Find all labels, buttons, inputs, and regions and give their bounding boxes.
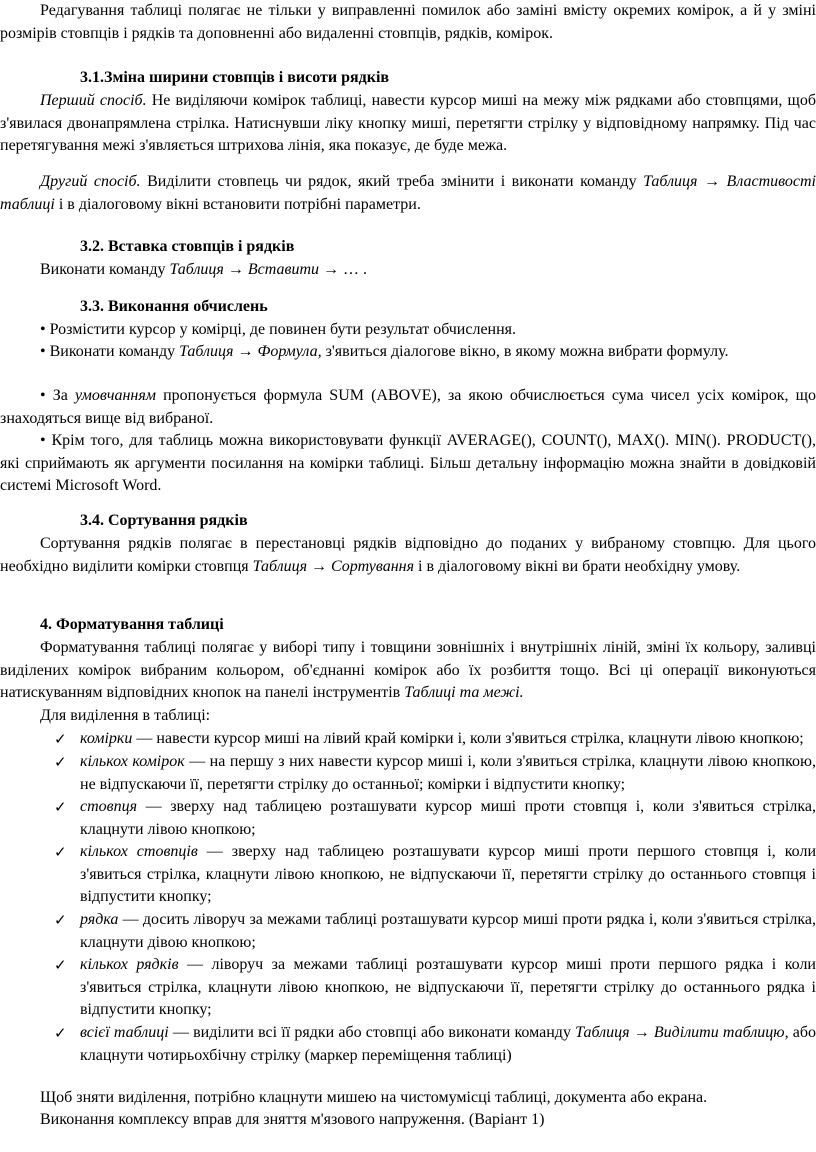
select-term: кількох рядків xyxy=(80,956,179,973)
select-term: стовпця xyxy=(80,798,138,815)
formula-command: Таблиця → Формула, xyxy=(179,343,322,360)
calc-bullet-1: • Розмістити курсор у комірці, де повинен бути результат обчислення. xyxy=(40,321,517,338)
check-icon: ✓ xyxy=(54,798,67,816)
select-item-rows xyxy=(54,954,816,1022)
check-icon: ✓ xyxy=(54,956,67,974)
select-term: рядка xyxy=(80,911,119,928)
outro-line-1: Щоб зняти виділення, потрібно клацнути мишею на чистомумісці таблиці, документа або екрана. xyxy=(40,1089,708,1106)
select-term: кількох комірок xyxy=(80,753,185,770)
select-item-columns xyxy=(54,841,816,909)
check-icon: ✓ xyxy=(54,753,67,771)
check-icon: ✓ xyxy=(54,911,67,929)
select-table-command: Таблиця → Виділити таблицю, xyxy=(575,1024,789,1041)
heading-4: 4. Форматування таблиці xyxy=(40,616,224,633)
paragraph-second-method xyxy=(0,171,816,216)
sorting-text-end: і в діалоговому вікні ви брати необхідну умову. xyxy=(414,557,741,575)
select-text: — виділити всі її рядки або стовпці або виконати команду xyxy=(168,1024,576,1041)
select-item-cells xyxy=(54,751,816,796)
paragraph-insert xyxy=(0,259,816,282)
calc-bullet-2-text: • Виконати команду xyxy=(40,343,180,360)
select-text: — зверху над таблицею розташувати курсор миші проти стовпця і, коли з'явиться стрілка, клацнути лівою кнопкою; xyxy=(80,798,816,838)
second-method-command: Таблиця → Властивості таблиці xyxy=(0,173,816,213)
formatting-text: Форматування таблиці полягає у виборі типу і товщини зовнішніх і внутрішніх ліній, зміні їх кольору, заливці виділених комірок вибраним кольором, об'єднанні комірок або їх розбиття тощо. Всі ці операції виконуються натискуванням відповідних кнопок на панелі інструментів xyxy=(0,639,816,701)
check-icon: ✓ xyxy=(54,1024,67,1042)
paragraph-sorting xyxy=(0,533,816,578)
select-text: — на першу з них навести курсор миші і, коли з'явиться стрілка, клацнути лівою кнопкою, не відпускаючи її, перетягти стрілку до останньої; комірки і відпустити кнопку; xyxy=(80,753,816,793)
heading-3-2: 3.2. Вставка стовпців і рядків xyxy=(80,238,295,255)
calc-bullet-2 xyxy=(0,341,816,364)
paragraph-formatting xyxy=(0,637,816,705)
second-method-text: Виділити стовпець чи рядок, який треба змінити і виконати команду xyxy=(140,173,644,190)
formatting-command: Таблиці та межі. xyxy=(404,684,524,701)
calc-bullet-3-text: • За xyxy=(40,387,75,404)
insert-command: Таблиця → Вставити → xyxy=(169,261,339,278)
second-method-text-end: і в діалоговому вікні встановити потрібні параметри. xyxy=(54,195,421,213)
calc-bullet-4: • Крім того, для таблиць можна використовувати функції AVERAGE(), COUNT(), MAX(). MIN(). PRODUCT(), які сприймають як аргументи посилання на комірки таблиці. Більш детальну інформацію можна знайти в довідковій системі Microsoft Word. xyxy=(0,432,816,494)
select-term: кількох стовпців xyxy=(80,843,198,860)
calc-bullet-3-text-end: пропонується формула SUM (ABOVE), за якою обчислюється сума чисел усіх комірок, що знаходяться вище від вибраної. xyxy=(0,387,816,427)
first-method-label: Перший спосіб. xyxy=(40,92,147,109)
default-term: умовчанням xyxy=(74,387,156,404)
sorting-text: Сортування рядків полягає в перестановці рядків відповідно до поданих у вибраному стовпцю. Для цього необхідно виділити комірки стовпця xyxy=(0,535,816,575)
heading-3-1: 3.1.Зміна ширини стовпців і висоти рядків xyxy=(80,69,390,86)
select-item-row xyxy=(54,909,816,954)
insert-text-end: … . xyxy=(339,261,367,278)
select-term: всієї таблиці xyxy=(80,1024,169,1041)
select-item-column xyxy=(54,796,816,841)
first-method-text: Не виділяючи комірок таблиці, навести курсор миші на межу між рядками або стовпцями, щоб з'явилася двонапрямлена стрілка. Натиснувши ліку кнопку миші, перетягти стрілку у відповідному напрямку. Під час перетягування межі з'являється штрихова лінія, яка показує, де буде межа. xyxy=(0,92,816,154)
second-method-label: Другий спосіб. xyxy=(40,173,141,190)
select-term: комірки xyxy=(80,730,133,747)
select-item-table xyxy=(54,1022,816,1067)
heading-3-3: 3.3. Виконання обчислень xyxy=(80,298,268,315)
paragraph-first-method xyxy=(0,90,816,158)
heading-3-4: 3.4. Сортування рядків xyxy=(80,512,248,529)
check-icon: ✓ xyxy=(54,730,67,748)
calc-bullet-2-text-end: з'явиться діалогове вікно, в якому можна вибрати формулу. xyxy=(321,343,729,360)
check-icon: ✓ xyxy=(54,843,67,861)
calc-bullet-3 xyxy=(0,385,816,430)
select-item-cell xyxy=(54,728,816,751)
select-text: — зверху над таблицею розташувати курсор миші проти першого стовпця і, коли з'явиться стрілка, клацнути лівою кнопкою, не відпускаючи її, перетягти стрілку до останнього стовпця і відпустити кнопку; xyxy=(80,843,816,905)
sorting-command: Таблиця → Сортування xyxy=(252,557,414,575)
select-text: — ліворуч за межами таблиці розташувати курсор миші проти першого рядка і коли з'явиться стрілка, клацнути лівою кнопкою, не відпускаючи її, перетягти стрілку до останнього рядка і відпустити кнопку; xyxy=(80,956,816,1018)
select-intro: Для виділення в таблиці: xyxy=(40,707,211,724)
outro-line-2: Виконання комплексу вправ для зняття м'язового напруження. (Варіант 1) xyxy=(40,1111,545,1128)
insert-text: Виконати команду xyxy=(40,261,170,278)
select-text: — навести курсор миші на лівий край комірки і, коли з'явиться стрілка, клацнути лівою кнопкою; xyxy=(132,730,804,747)
select-text: — досить ліворуч за межами таблиці розташувати курсор миші проти рядка і, коли з'явиться стрілка, клацнути дівою кнопкою; xyxy=(80,911,816,951)
intro-paragraph: Редагування таблиці полягає не тільки у виправленні помилок або заміні вмісту окремих комірок, а й у зміні розмірів стовпців і рядків та доповненні або видаленні стовпців, рядків, комірок. xyxy=(0,2,816,42)
select-text-end: або клацнути чотирьохбічну стрілку (маркер переміщення таблиці) xyxy=(80,1024,816,1064)
